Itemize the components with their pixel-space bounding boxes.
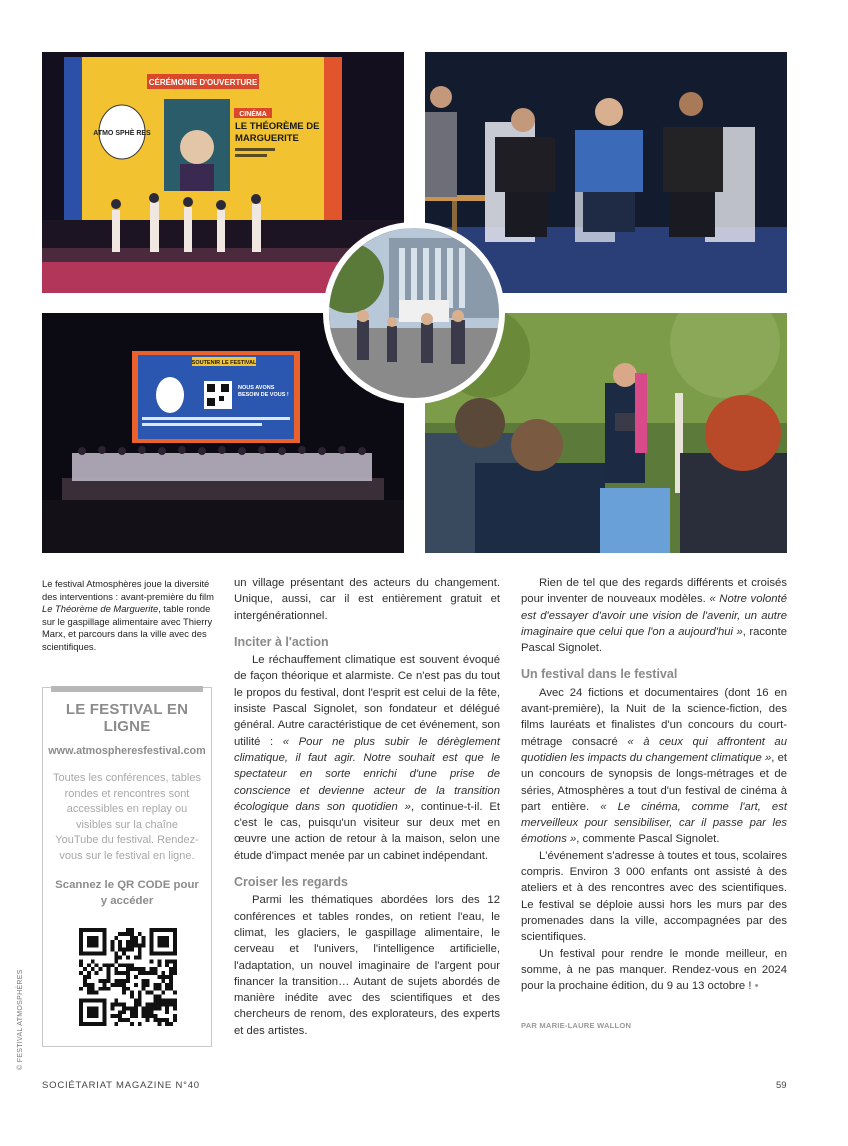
byline: PAR MARIE-LAURE WALLON — [521, 1021, 632, 1031]
festival-online-box — [42, 687, 212, 1047]
paragraph-croiser: Parmi les thématiques abordées lors des 12 conférences et tables rondes, on retient l'eau, le climat, les glaciers, le gaspillage alimentaire, le cerveau et l'univers, l'intelligence artificielle, l'adaptation, un nouvel imaginaire de l'argent pour financer la transition… Autant de sujets abordés de manière inédite avec des scientifiques et des chercheurs de renom, des explorateurs, des experts et des artistes. — [234, 894, 500, 1037]
quote-signolet-3: « Le cinéma, comme l'art, est merveilleux pour sensibiliser, car il passe par les émotions » — [521, 800, 787, 846]
footer-magazine-name: SOCIÉTARIAT MAGAZINE N°40 — [42, 1080, 200, 1091]
box-text: Toutes les conférences, tables rondes et rencontres sont accessibles en replay ou visibles sur la chaîne YouTube du festival. Rendez-vous sur le festival en ligne. — [53, 772, 201, 862]
heading-inciter: Inciter à l'action — [234, 634, 329, 649]
qr-label: Scannez le QR CODE pour y accéder — [55, 879, 199, 907]
caption-text-end: , table ronde sur le gaspillage alimentaire avec Thierry Marx, et parcours dans la ville avec des scientifiques. — [42, 603, 213, 652]
photo-caption — [42, 578, 218, 653]
paragraph-rien: Rien de tel que des regards différents et croisés pour inventer de nouveaux modèles. « Notre volonté est d'essayer d'avoir une vision de l'avenir, un autre imaginaire que celui que l'on a aujourd'hui », raconte Pascal Signolet. — [521, 577, 787, 655]
article-column-middle — [234, 575, 500, 1039]
heading-croiser: Croiser les regards — [234, 875, 348, 890]
box-title: LE FESTIVAL EN LIGNE — [65, 701, 189, 735]
photo-credit: © FESTIVAL ATMOSPHÈRES — [17, 969, 24, 1070]
quote-signolet-2: « Notre volonté est d'essayer d'avoir une vision de l'avenir, un autre imaginaire que celui que l'on a aujourd'hui » — [521, 593, 787, 638]
paragraph-evenement: L'événement s'adresse à toutes et tous, scolaires compris. Environ 3 000 enfants ont assisté à des ateliers et à des rencontres avec des scientifiques. Le festival se déploie aussi hors les murs par des promenades dans la ville, accompagnées par des scientifiques. — [521, 849, 787, 944]
screen-banner-text: CÉRÉMONIE D'OUVERTURE — [148, 78, 258, 87]
festival-url-link[interactable]: www.atmospheresfestival.com — [48, 745, 206, 757]
article-column-right — [521, 575, 787, 1035]
screen-category-text: CINÉMA — [239, 111, 267, 118]
caption-text: Le festival Atmosphères joue la diversité des interventions : avant-première du film — [42, 578, 214, 602]
screen-film-title-2: MARGUERITE — [235, 133, 299, 144]
paragraph-intro: un village présentant des acteurs du changement. Unique, aussi, car il est entièrement gratuit et intergénérationnel. — [234, 577, 500, 622]
end-mark-icon: • — [754, 980, 759, 993]
quote-concours: « à ceux qui affrontent au quotidien les impacts du changement climatique » — [521, 735, 787, 764]
stage-text-1: NOUS AVONS — [238, 385, 275, 391]
quote-signolet-1: « Pour ne plus subir le dérèglement climatique, il faut agir. Notre souhait est que le spectateur en sorte enrichi d'une prise de conscience et devienne acteur de la transition écologique dans son quotidien » — [234, 735, 500, 813]
caption-film-title: Le Théorème de Marguerite — [42, 603, 159, 614]
screen-film-title-1: LE THÉORÈME DE — [235, 121, 320, 132]
box-top-bar — [51, 686, 203, 692]
qr-code-icon[interactable] — [79, 928, 177, 1026]
heading-festival: Un festival dans le festival — [521, 667, 678, 682]
paragraph-festival: Avec 24 fictions et documentaires (dont 16 en avant-première), la Nuit de la science-fiction, des films lauréats et finalistes d'un concours du court-métrage consacré « à ceux qui affrontent au quotidien les impacts du changement climatique », et un concours de synopsis de longs-métrages et de séries, Atmosphères a tout d'un festival de cinéma à part entière. « Le cinéma, comme l'art, est merveilleux pour sensibiliser, car il passe par les émotions », commente Pascal Signolet. — [521, 686, 788, 846]
paragraph-inciter: Le réchauffement climatique est souvent évoqué de façon théorique et alarmiste. Ce n'est pas du tout le propos du festival, dont l'esprit est celui de la fête, insiste Pascal Signolet, son fondateur et délégué général. Autre caractéristique de cet événement, son utilité : « Pour ne plus subir le dérèglement climatique, il faut agir. Notre souhait est que le spectateur en sorte enrichi d'une prise de conscience et devienne acteur de la transition écologique dans son quotidien », continue-t-il. Et c'est le cas, puisqu'un visiteur sur deux met en œuvre une action de retour à la maison, selon une étude d'impact menée par un cabinet indépendant. — [234, 654, 500, 862]
page-number: 59 — [776, 1080, 787, 1091]
photo-festival-village — [323, 222, 505, 404]
stage-text-2: BESOIN DE VOUS ! — [238, 392, 289, 398]
stage-banner-text: SOUTENIR LE FESTIVAL — [191, 360, 257, 366]
paragraph-final: Un festival pour rendre le monde meilleur, en somme, à ne pas manquer. Rendez-vous en 2024 pour la prochaine édition, du 9 au 13 octobre ! • — [521, 947, 787, 993]
screen-logo-text: ATMO SPHÈ RES — [93, 130, 151, 137]
